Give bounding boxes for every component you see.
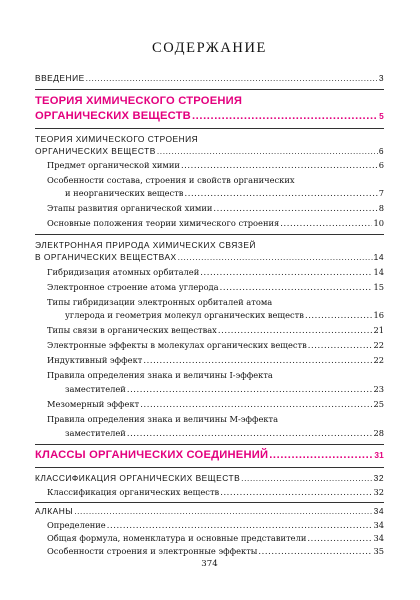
section-divider (35, 128, 384, 129)
toc-entry (35, 160, 384, 171)
toc-entry-text: Особенности состава, строения и свойств органических (47, 175, 295, 185)
toc-entry (35, 520, 384, 531)
toc-entry (35, 428, 384, 439)
toc-entry-page: 8 (378, 203, 384, 213)
toc-entry-text: Этапы развития органической химии (47, 203, 213, 213)
toc-entry-introduction (35, 73, 384, 84)
toc-entry-page: 28 (373, 428, 384, 438)
toc-entry (35, 188, 384, 199)
leader-dots (308, 340, 373, 351)
leader-dots (74, 506, 372, 517)
leader-dots (305, 310, 372, 321)
toc-entry-text: Общая формула, номенклатура и основные представители (47, 533, 307, 543)
toc-part-heading (35, 110, 384, 123)
toc-entry-page: 16 (373, 310, 384, 320)
toc-entry-page: 32 (373, 473, 384, 483)
toc-entry-page: 14 (373, 252, 384, 262)
leader-dots (107, 520, 373, 531)
toc-entry-text: ОРГАНИЧЕСКИХ ВЕЩЕСТВ (35, 146, 156, 156)
toc-chapter (35, 473, 384, 484)
toc-entry (35, 282, 384, 293)
toc-chapter (35, 506, 384, 517)
leader-dots (280, 218, 372, 229)
toc-entry-page: 15 (373, 282, 384, 292)
toc-entry-text: углерода и геометрия молекул органических веществ (65, 310, 304, 320)
toc-entry-page: 10 (373, 218, 384, 228)
toc-entry-text: и неорганических веществ (65, 188, 184, 198)
leader-dots (258, 546, 372, 557)
toc-entry-page: 6 (378, 146, 384, 156)
leader-dots (143, 355, 372, 366)
toc-entry-text: Гибридизация атомных орбиталей (47, 267, 200, 277)
toc-entry-page: 23 (373, 384, 384, 394)
toc-page (35, 0, 384, 600)
toc-entry-text: Электронные эффекты в молекулах органических веществ (47, 340, 307, 350)
toc-entry-text: Особенности строения и электронные эффекты (47, 546, 258, 556)
toc-entry-text: ТЕОРИЯ ХИМИЧЕСКОГО СТРОЕНИЯ (35, 134, 199, 144)
leader-dots (200, 267, 372, 278)
toc-entry-text: Типы гибридизации электронных орбиталей атома (47, 297, 273, 307)
toc-entry-page: 5 (379, 111, 384, 121)
toc-entry-text: заместителей (65, 384, 126, 394)
toc-entry (35, 325, 384, 336)
toc-entry-text: КЛАССИФИКАЦИЯ ОРГАНИЧЕСКИХ ВЕЩЕСТВ (35, 473, 241, 483)
toc-entry-page: 7 (378, 188, 384, 198)
toc-entry (35, 370, 384, 381)
leader-dots (140, 399, 372, 410)
toc-entry-text: АЛКАНЫ (35, 506, 74, 516)
toc-chapter (35, 252, 384, 263)
toc-entry-text: ТЕОРИЯ ХИМИЧЕСКОГО СТРОЕНИЯ (35, 95, 243, 107)
section-divider (35, 234, 384, 235)
page-title: СОДЕРЖАНИЕ (152, 40, 267, 56)
toc-entry-text: Типы связи в органических веществах (47, 325, 217, 335)
toc-entry-page: 25 (373, 399, 384, 409)
leader-dots (220, 282, 373, 293)
toc-entry-text: Классификация органических веществ (47, 487, 220, 497)
toc-entry (35, 546, 384, 557)
toc-entry-text: КЛАССЫ ОРГАНИЧЕСКИХ СОЕДИНЕНИЙ (35, 449, 269, 461)
toc-entry-page: 21 (373, 325, 384, 335)
toc-entry-page: 6 (378, 160, 384, 170)
toc-entry-page: 34 (373, 533, 384, 543)
toc-chapter (35, 146, 384, 157)
toc-entry (35, 175, 384, 186)
toc-entry (35, 203, 384, 214)
section-divider (35, 444, 384, 445)
toc-entry-page: 34 (373, 520, 384, 530)
toc-entry-text: Основные положения теории химического строения (47, 218, 280, 228)
toc-part-heading (35, 449, 384, 462)
toc-entry-page: 35 (373, 546, 384, 556)
leader-dots (213, 203, 377, 214)
leader-dots (241, 473, 373, 484)
toc-entry (35, 414, 384, 425)
leader-dots (307, 533, 372, 544)
toc-entry-text: ОРГАНИЧЕСКИХ ВЕЩЕСТВ (35, 110, 191, 122)
toc-entry-text: заместителей (65, 428, 126, 438)
leader-dots (220, 487, 372, 498)
leader-dots (218, 325, 373, 336)
toc-entry-text: Мезомерный эффект (47, 399, 140, 409)
leader-dots (269, 449, 373, 462)
toc-entry-text: ЭЛЕКТРОННАЯ ПРИРОДА ХИМИЧЕСКИХ СВЯЗЕЙ (35, 240, 256, 250)
toc-entry-text: В ОРГАНИЧЕСКИХ ВЕЩЕСТВАХ (35, 252, 177, 262)
toc-entry-page: 22 (373, 340, 384, 350)
toc-entry (35, 355, 384, 366)
leader-dots (181, 160, 378, 171)
leader-dots (184, 188, 377, 199)
toc-chapter (35, 134, 384, 145)
toc-entry-text: Определение (47, 520, 106, 530)
page-number: 374 (201, 559, 218, 569)
toc-part-heading (35, 95, 384, 108)
toc-entry (35, 384, 384, 395)
leader-dots (178, 252, 373, 263)
toc-entry-text: Электронное строение атома углерода (47, 282, 219, 292)
leader-dots (127, 384, 373, 395)
section-divider (35, 502, 384, 503)
leader-dots (157, 146, 378, 157)
toc-entry-page: 34 (373, 506, 384, 516)
toc-entry (35, 533, 384, 544)
toc-entry (35, 267, 384, 278)
section-divider (35, 467, 384, 468)
toc-entry (35, 340, 384, 351)
toc-entry (35, 310, 384, 321)
toc-entry-text: ВВЕДЕНИЕ (35, 73, 85, 83)
toc-entry-text: Индуктивный эффект (47, 355, 143, 365)
toc-entry-page: 31 (374, 450, 384, 460)
toc-entry-page: 3 (378, 73, 384, 83)
toc-entry-page: 22 (373, 355, 384, 365)
toc-entry-text: Правила определения знака и величины M-эффекта (47, 414, 279, 424)
toc-entry-page: 32 (373, 487, 384, 497)
leader-dots (192, 110, 378, 123)
toc-entry (35, 218, 384, 229)
toc-entry-text: Правила определения знака и величины I-эффекта (47, 370, 273, 380)
toc-chapter (35, 240, 384, 251)
leader-dots (86, 73, 378, 84)
section-divider (35, 89, 384, 90)
toc-entry (35, 297, 384, 308)
toc-entry-text: Предмет органической химии (47, 160, 180, 170)
toc-entry (35, 399, 384, 410)
toc-entry (35, 487, 384, 498)
leader-dots (127, 428, 373, 439)
toc-entry-page: 14 (373, 267, 384, 277)
